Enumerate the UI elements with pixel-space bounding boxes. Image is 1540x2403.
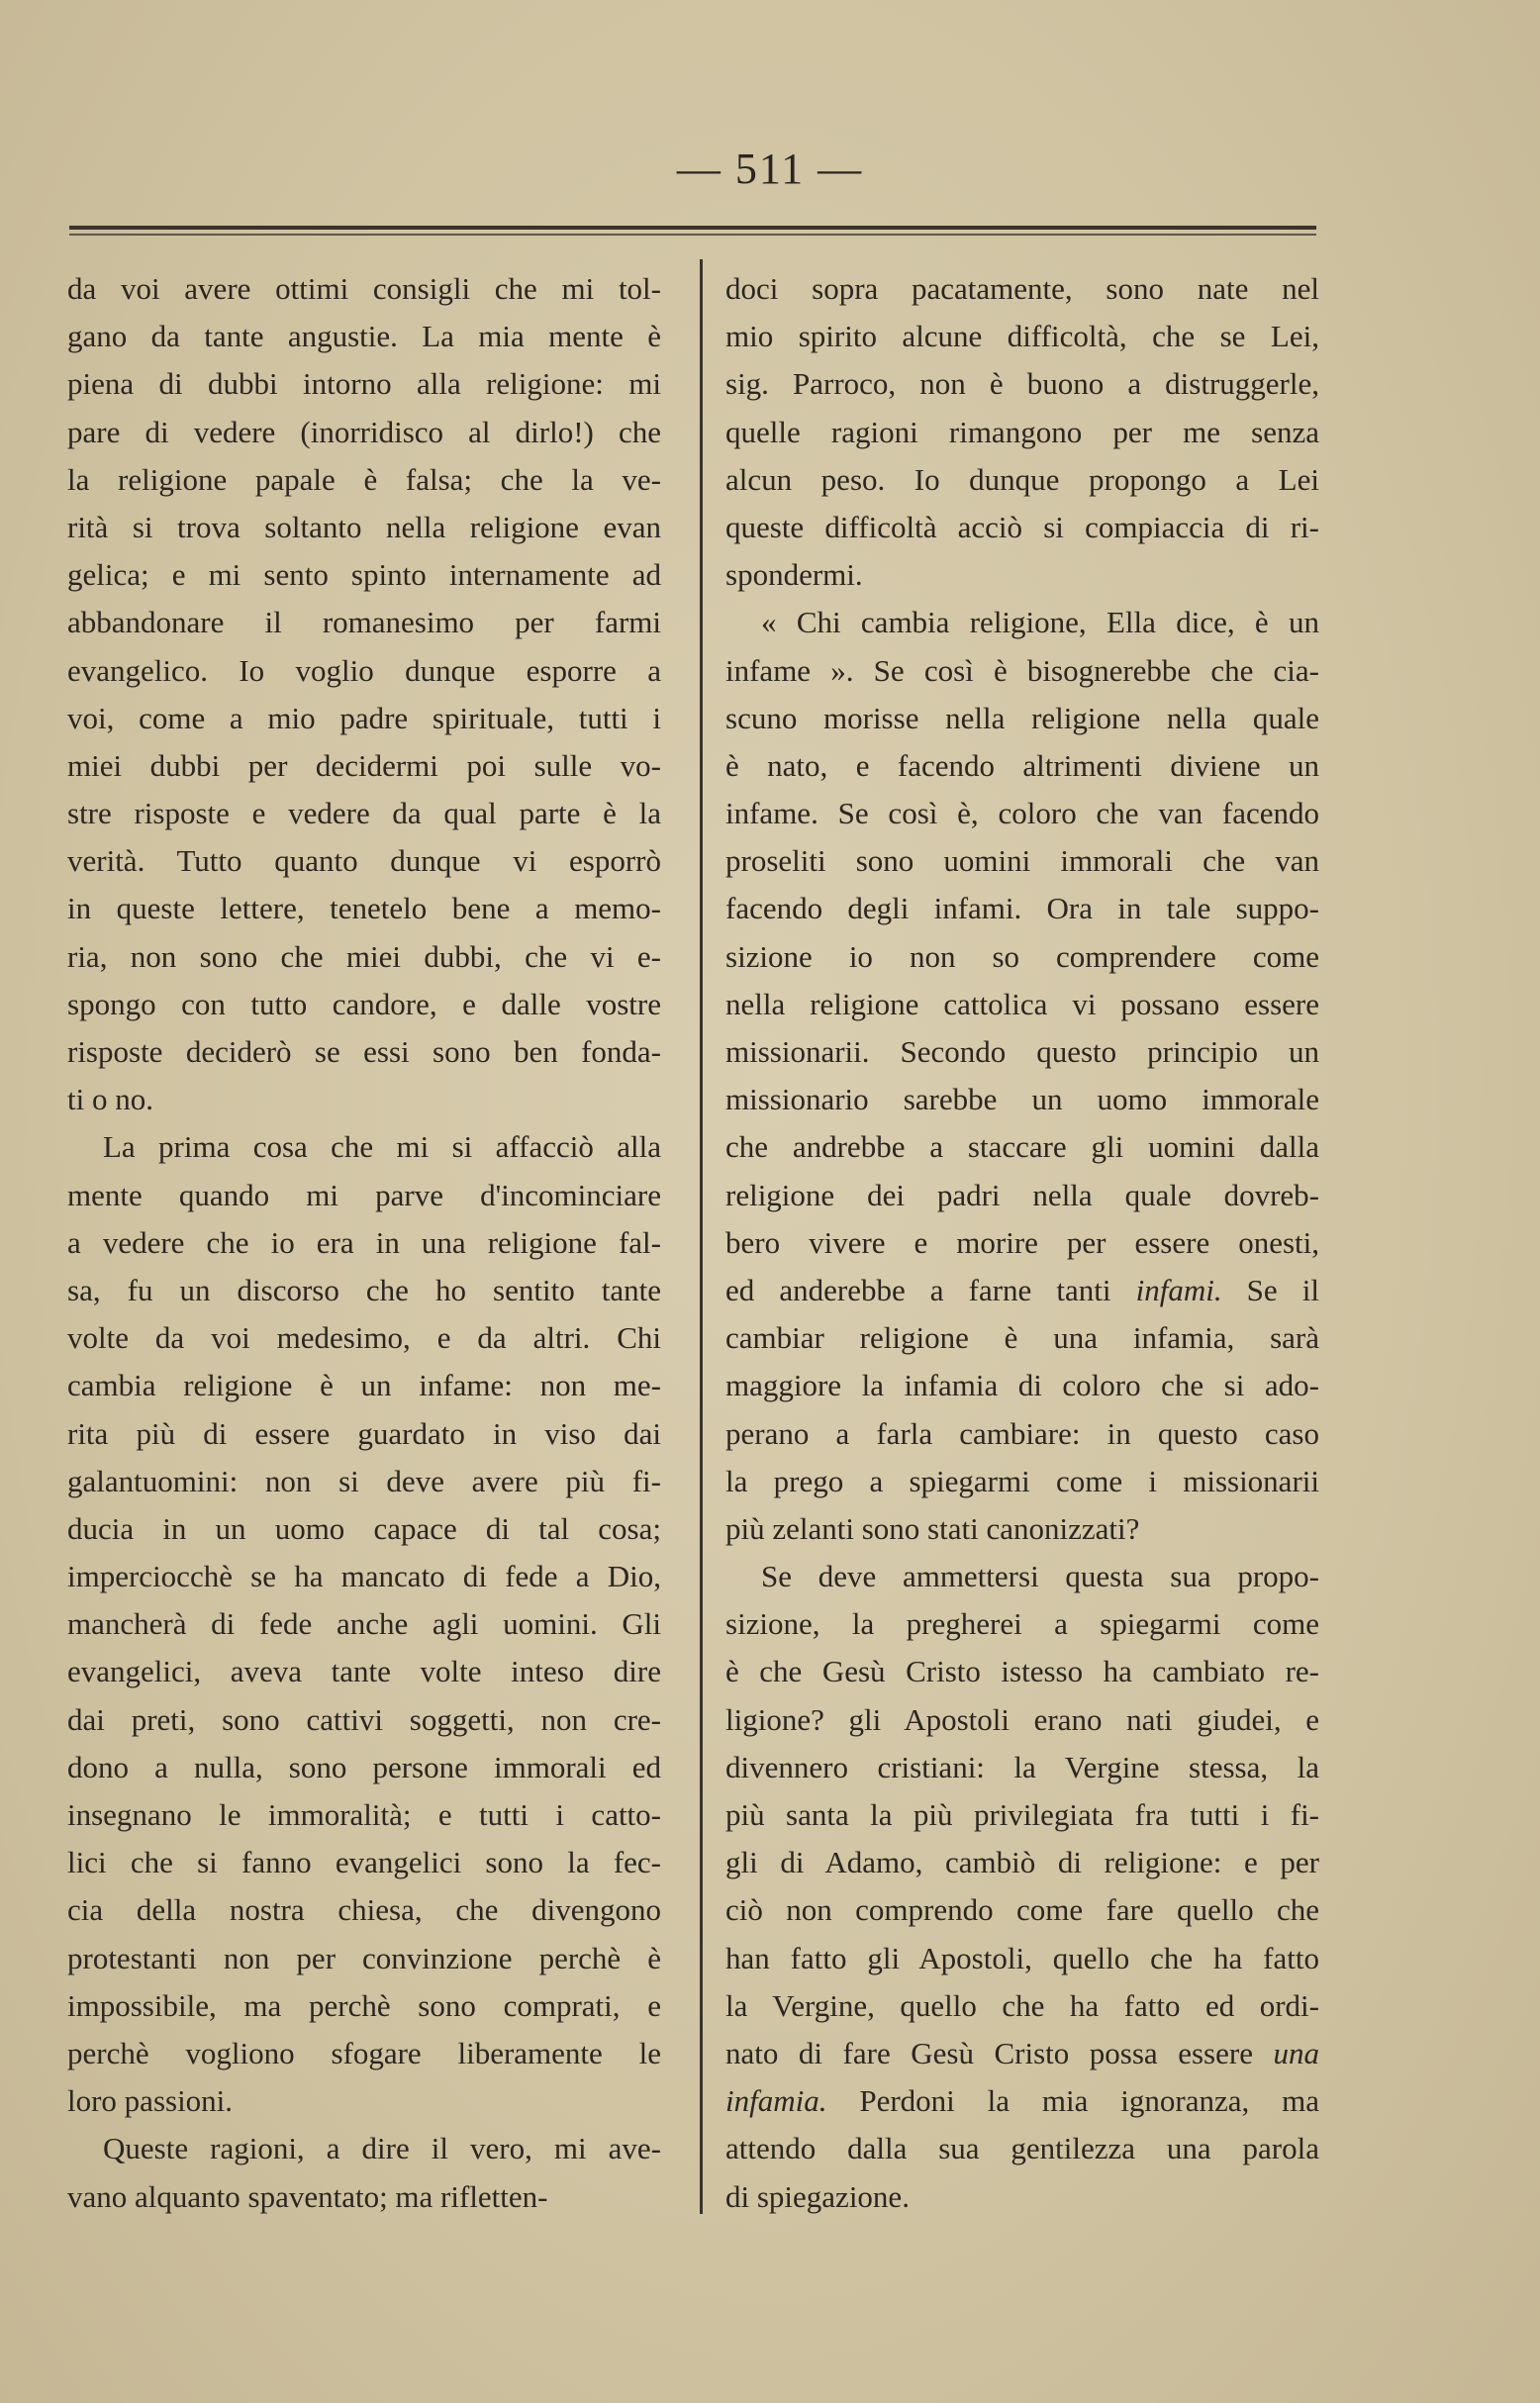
line-text: volte da voi medesimo, e da altri. Chi xyxy=(67,1320,661,1356)
line-text: alcun peso. Io dunque propongo a Lei xyxy=(725,461,1319,497)
line-text: gelica; e mi sento spinto internamente ad xyxy=(67,557,661,593)
text-line xyxy=(725,2173,1319,2221)
text-line xyxy=(725,1314,1319,1362)
line-text: ducia in un uomo capace di tal cosa; xyxy=(67,1510,661,1546)
header-rule-thin xyxy=(69,234,1316,236)
line-text: protestanti non per convinzione perchè è xyxy=(67,1940,661,1975)
text-line xyxy=(725,551,1319,599)
text-line xyxy=(67,599,661,646)
line-text: da voi avere ottimi consigli che mi tol- xyxy=(67,271,661,306)
text-line xyxy=(725,456,1319,504)
line-text-after: Se il xyxy=(1221,1272,1319,1307)
line-text: gli di Adamo, cambiò di religione: e per xyxy=(725,1845,1319,1880)
line-text: rita più di essere guardato in viso dai xyxy=(67,1415,661,1451)
line-text: proseliti sono uomini immorali che van xyxy=(725,843,1319,879)
text-line xyxy=(725,313,1319,360)
text-line xyxy=(725,647,1319,695)
line-text: impossibile, ma perchè sono comprati, e xyxy=(67,1987,661,2023)
line-text: evangelico. Io voglio dunque esporre a xyxy=(67,652,661,688)
text-line xyxy=(725,1982,1319,2030)
line-text: scuno morisse nella religione nella quale xyxy=(725,700,1319,735)
text-line xyxy=(67,1028,661,1076)
text-line xyxy=(67,1314,661,1362)
text-line xyxy=(67,456,661,504)
line-text: più zelanti sono stati canonizzati? xyxy=(725,1510,1140,1546)
line-text: lici che si fanno evangelici sono la fec- xyxy=(67,1845,661,1880)
line-text: attendo dalla sua gentilezza una parola xyxy=(725,2131,1319,2166)
line-text: è che Gesù Cristo istesso ha cambiato re- xyxy=(725,1654,1319,1689)
line-text: sig. Parroco, non è buono a distruggerle, xyxy=(725,366,1319,402)
line-text: la prego a spiegarmi come i missionarii xyxy=(725,1463,1319,1498)
line-text: ria, non sono che miei dubbi, che vi e- xyxy=(67,938,661,974)
line-text: infame ». Se così è bisognerebbe che cia- xyxy=(725,652,1319,688)
line-text: risposte deciderò se essi sono ben fonda- xyxy=(67,1034,661,1069)
line-text: divennero cristiani: la Vergine stessa, la xyxy=(725,1749,1319,1784)
line-text: ti o no. xyxy=(67,1082,153,1117)
line-text: perchè vogliono sfogare liberamente le xyxy=(67,2035,661,2070)
text-line xyxy=(67,1362,661,1409)
italic-text: infami. xyxy=(1135,1272,1222,1307)
left-column xyxy=(67,265,661,2221)
text-line xyxy=(725,2030,1319,2077)
text-line xyxy=(67,1935,661,1982)
line-text: maggiore la infamia di coloro che si ado- xyxy=(725,1368,1319,1403)
text-line xyxy=(67,2030,661,2077)
text-line xyxy=(67,409,661,456)
line-text: in queste lettere, tenetelo bene a memo- xyxy=(67,891,661,926)
line-text: quelle ragioni rimangono per me senza xyxy=(725,414,1319,449)
text-line xyxy=(725,1600,1319,1648)
line-text: « Chi cambia religione, Ella dice, è un xyxy=(761,605,1319,640)
line-text: sa, fu un discorso che ho sentito tante xyxy=(67,1272,661,1307)
line-text: Se deve ammettersi questa sua propo- xyxy=(761,1559,1319,1594)
line-text: ligione? gli Apostoli erano nati giudei, e xyxy=(725,1701,1319,1737)
text-line xyxy=(725,1123,1319,1171)
text-line xyxy=(725,1935,1319,1982)
line-text: cia della nostra chiesa, che divengono xyxy=(67,1892,661,1928)
text-line xyxy=(67,2077,661,2125)
text-line xyxy=(67,1744,661,1791)
text-line xyxy=(67,551,661,599)
page-number: — 511 — xyxy=(676,144,864,193)
text-line xyxy=(67,313,661,360)
line-text: nato di fare Gesù Cristo possa essere xyxy=(725,2035,1253,2070)
text-line xyxy=(725,1696,1319,1744)
line-text: cambia religione è un infame: non me- xyxy=(67,1368,661,1403)
text-line xyxy=(725,1886,1319,1934)
text-line xyxy=(725,360,1319,408)
header-rule xyxy=(69,226,1316,230)
italic-text: una xyxy=(1273,2035,1319,2070)
text-line xyxy=(725,885,1319,932)
text-line xyxy=(725,1505,1319,1553)
text-line xyxy=(725,409,1319,456)
line-text: è nato, e facendo altrimenti diviene un xyxy=(725,747,1319,783)
line-text: spongo con tutto candore, e dalle vostre xyxy=(67,986,661,1021)
text-line xyxy=(67,2125,661,2172)
column-divider xyxy=(700,259,703,2214)
text-line xyxy=(725,981,1319,1028)
line-text: sizione io non so comprendere come xyxy=(725,938,1319,974)
line-text: religione dei padri nella quale dovreb- xyxy=(725,1177,1319,1212)
text-line xyxy=(725,1267,1319,1314)
line-text: facendo degli infami. Ora in tale suppo- xyxy=(725,891,1319,926)
text-line xyxy=(67,1600,661,1648)
text-line xyxy=(67,1791,661,1839)
text-line xyxy=(725,1744,1319,1791)
line-text: pare di vedere (inorridisco al dirlo!) che xyxy=(67,414,661,449)
text-line xyxy=(725,2077,1319,2125)
right-column xyxy=(725,265,1319,2221)
line-text: la religione papale è falsa; che la ve- xyxy=(67,461,661,497)
text-line xyxy=(725,265,1319,313)
text-line xyxy=(67,1123,661,1171)
line-text-after: Perdoni la mia ignoranza, ma xyxy=(826,2083,1319,2119)
line-text: evangelici, aveva tante volte inteso dire xyxy=(67,1654,661,1689)
line-text: spondermi. xyxy=(725,557,863,593)
text-line xyxy=(725,1648,1319,1695)
line-text: loro passioni. xyxy=(67,2083,234,2119)
line-text: la Vergine, quello che ha fatto ed ordi- xyxy=(725,1987,1319,2023)
text-line xyxy=(67,885,661,932)
text-line xyxy=(725,1410,1319,1458)
line-text: piena di dubbi intorno alla religione: mi xyxy=(67,366,661,402)
text-line xyxy=(67,1172,661,1219)
text-line xyxy=(725,1553,1319,1600)
text-line xyxy=(67,695,661,742)
line-text: dono a nulla, sono persone immorali ed xyxy=(67,1749,661,1784)
text-line xyxy=(725,742,1319,790)
text-line xyxy=(67,742,661,790)
line-text: doci sopra pacatamente, sono nate nel xyxy=(725,271,1319,306)
text-line xyxy=(725,504,1319,551)
line-text: mancherà di fede anche agli uomini. Gli xyxy=(67,1606,661,1642)
line-text: stre risposte e vedere da qual parte è la xyxy=(67,796,661,831)
text-line xyxy=(67,1886,661,1934)
line-text: imperciocchè se ha mancato di fede a Dio, xyxy=(67,1559,661,1594)
line-text: gano da tante angustie. La mia mente è xyxy=(67,319,661,354)
text-line xyxy=(725,1076,1319,1123)
line-text: bero vivere e morire per essere onesti, xyxy=(725,1224,1319,1260)
text-line xyxy=(67,1076,661,1123)
text-line xyxy=(725,1458,1319,1505)
text-line xyxy=(67,265,661,313)
line-text: missionario sarebbe un uomo immorale xyxy=(725,1082,1319,1117)
text-line xyxy=(725,599,1319,646)
line-text: insegnano le immoralità; e tutti i catto- xyxy=(67,1797,661,1832)
text-line xyxy=(67,1267,661,1314)
text-line xyxy=(67,1982,661,2030)
text-line xyxy=(725,933,1319,981)
line-text: nella religione cattolica vi possano essere xyxy=(725,986,1319,1021)
text-line xyxy=(67,981,661,1028)
text-line xyxy=(67,1648,661,1695)
line-text: han fatto gli Apostoli, quello che ha fatto xyxy=(725,1940,1319,1975)
text-line xyxy=(67,837,661,885)
text-line xyxy=(67,933,661,981)
text-line xyxy=(67,1553,661,1600)
italic-text: infamia. xyxy=(725,2083,827,2119)
text-line xyxy=(725,695,1319,742)
text-line xyxy=(725,1172,1319,1219)
text-line xyxy=(725,2125,1319,2172)
line-text: vano alquanto spaventato; ma rifletten- xyxy=(67,2178,548,2214)
line-text: ciò non comprendo come fare quello che xyxy=(725,1892,1319,1928)
line-text: voi, come a mio padre spirituale, tutti i xyxy=(67,700,661,735)
text-line xyxy=(725,1028,1319,1076)
text-line xyxy=(725,1219,1319,1267)
text-line xyxy=(67,1458,661,1505)
line-text: di spiegazione. xyxy=(725,2178,910,2214)
line-text: che andrebbe a staccare gli uomini dalla xyxy=(725,1129,1319,1165)
text-line xyxy=(67,647,661,695)
text-line xyxy=(67,2173,661,2221)
line-text: mio spirito alcune difficoltà, che se Lei, xyxy=(725,319,1319,354)
line-text: perano a farla cambiare: in questo caso xyxy=(725,1415,1319,1451)
line-text: a vedere che io era in una religione fal- xyxy=(67,1224,661,1260)
line-text: missionarii. Secondo questo principio un xyxy=(725,1034,1319,1069)
line-text: abbandonare il romanesimo per farmi xyxy=(67,605,661,640)
text-line xyxy=(67,1219,661,1267)
text-line xyxy=(67,1839,661,1886)
text-line xyxy=(67,504,661,551)
text-line xyxy=(67,360,661,408)
line-text: rità si trova soltanto nella religione evan xyxy=(67,509,661,544)
text-line xyxy=(725,1791,1319,1839)
line-text: verità. Tutto quanto dunque vi esporrò xyxy=(67,843,661,879)
line-text: infame. Se così è, coloro che van facendo xyxy=(725,796,1319,831)
text-line xyxy=(725,790,1319,837)
text-line xyxy=(67,1696,661,1744)
line-text: queste difficoltà acciò si compiaccia di ri- xyxy=(725,509,1319,544)
line-text: cambiar religione è una infamia, sarà xyxy=(725,1320,1319,1356)
line-text: più santa la più privilegiata fra tutti i fi- xyxy=(725,1797,1319,1832)
text-line xyxy=(725,1839,1319,1886)
line-text: ed anderebbe a farne tanti xyxy=(725,1272,1111,1307)
text-line xyxy=(67,790,661,837)
text-line xyxy=(67,1505,661,1553)
line-text: La prima cosa che mi si affacciò alla xyxy=(103,1129,661,1165)
text-line xyxy=(67,1410,661,1458)
text-line xyxy=(725,1362,1319,1409)
line-text: mente quando mi parve d'incominciare xyxy=(67,1177,661,1212)
line-text: sizione, la pregherei a spiegarmi come xyxy=(725,1606,1319,1642)
text-line xyxy=(725,837,1319,885)
line-text: galantuomini: non si deve avere più fi- xyxy=(67,1463,661,1498)
line-text: miei dubbi per decidermi poi sulle vo- xyxy=(67,747,661,783)
line-text: Queste ragioni, a dire il vero, mi ave- xyxy=(103,2131,661,2166)
line-text: dai preti, sono cattivi soggetti, non cre- xyxy=(67,1701,661,1737)
